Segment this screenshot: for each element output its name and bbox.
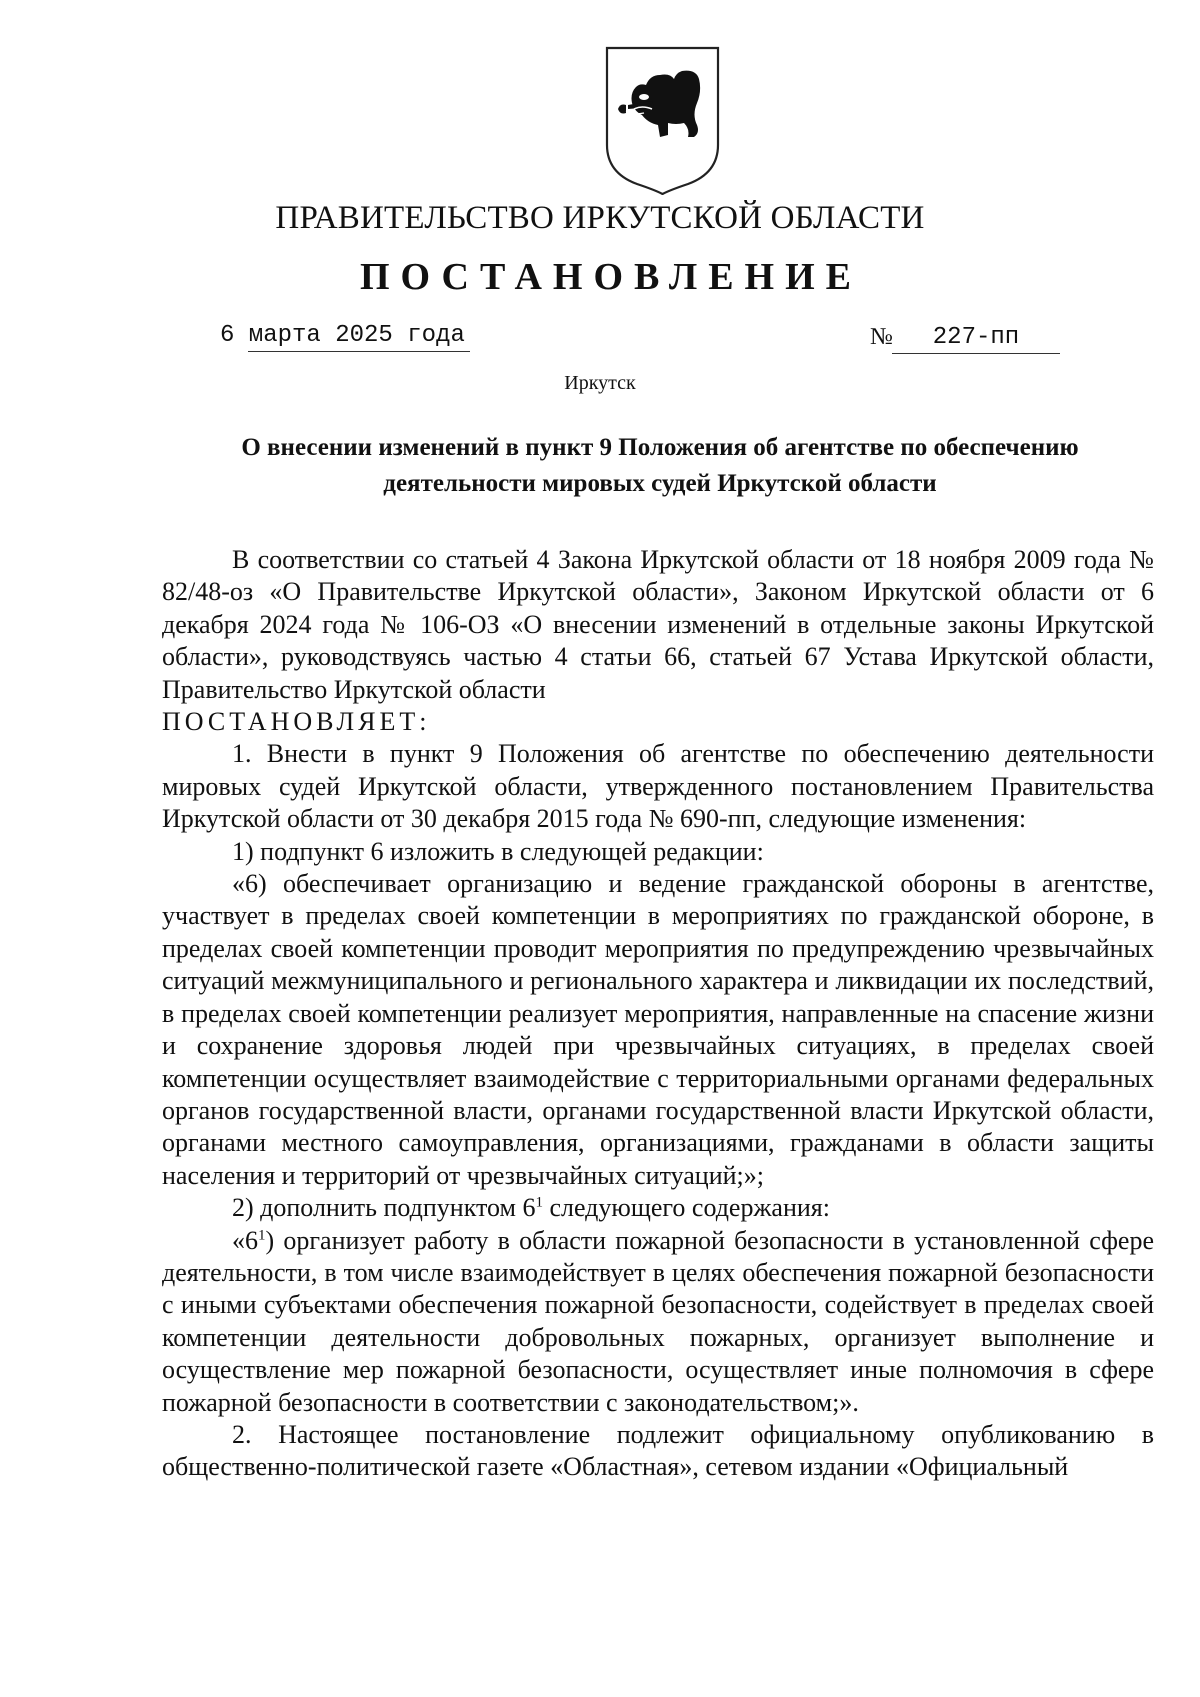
subitem-2-quote-superscript: 1 bbox=[258, 1226, 266, 1243]
document-title bbox=[160, 430, 1160, 502]
item-2-paragraph: 2. Настоящее постановление подлежит официальному опубликованию в общественно-политической газете «Областная», сетевом издании «Официальный bbox=[162, 1419, 1154, 1482]
item-1-paragraph: 1. Внести в пункт 9 Положения об агентстве по обеспечению деятельности мировых судей Иркутской области, утвержденного постановлением Правительства Иркутской области от 30 декабря 2015 года № 690-пп, следующие изменения: bbox=[162, 739, 1154, 834]
date-underline bbox=[248, 351, 470, 352]
authority-name: ПРАВИТЕЛЬСТВО ИРКУТСКОЙ ОБЛАСТИ bbox=[275, 200, 925, 236]
document-type: ПОСТАНОВЛЕНИЕ bbox=[359, 256, 863, 298]
city-name: Иркутск bbox=[564, 372, 636, 394]
subitem-2-text-a: 2) дополнить подпунктом 6 bbox=[232, 1193, 536, 1223]
subitem-1-paragraph: 1) подпункт 6 изложить в следующей редакции: bbox=[232, 836, 764, 866]
title-line-2: деятельности мировых судей Иркутской области bbox=[383, 470, 937, 497]
number-sign: № bbox=[870, 324, 893, 350]
resolves-heading: ПОСТАНОВЛЯЕТ: bbox=[162, 707, 431, 737]
document-number: 227-пп bbox=[892, 324, 1060, 354]
coat-of-arms-emblem bbox=[604, 45, 721, 195]
subitem-2-quote-body: ) организует работу в области пожарной безопасности в установленной сфере деятельности, в том числе взаимодействует в целях обеспечения пожарной безопасности с иными субъектами обеспечения пожарной безопасности, содействует в пределах своей компетенции деятельности добровольных пожарных, организует выполнение и осуществление мер пожарной безопасности, осуществляет иные полномочия в сфере пожарной безопасности в соответствии с законодательством;». bbox=[162, 1225, 1154, 1417]
subitem-1-text: «6) обеспечивает организацию и ведение гражданской обороны в агентстве, участвует в пределах своей компетенции в мероприятиях по гражданской обороне, в пределах своей компетенции проводит мероприятия по предупреждению чрезвычайных ситуаций межмуниципального и регионального характера и ликвидации их последствий, в пределах своей компетенции реализует мероприятия, направленные на спасение жизни и сохранение здоровья людей при чрезвычайных ситуациях, в пределах своей компетенции осуществляет взаимодействие с территориальными органами федеральных органов государственной власти, органами государственной власти Иркутской области, органами местного самоуправления, организациями, гражданами в области защиты населения и территорий от чрезвычайных ситуаций;»; bbox=[162, 869, 1154, 1190]
document-date: 6 марта 2025 года bbox=[220, 322, 465, 349]
subitem-2-text-b: следующего содержания: bbox=[542, 1193, 830, 1223]
preamble-paragraph: В соответствии со статьей 4 Закона Иркутской области от 18 ноября 2009 года № 82/48-оз «О Правительстве Иркутской области», Законом Иркутской области от 6 декабря 2024 года № 106-ОЗ «О внесении изменений в отдельные законы Иркутской области», руководствуясь частью 4 статьи 66, статьей 67 Устава Иркутской области, Правительство Иркутской области bbox=[162, 545, 1154, 704]
subitem-2-text bbox=[162, 1225, 1154, 1419]
subitem-2-paragraph bbox=[162, 1192, 1154, 1224]
subitem-2-quote-start: «6 bbox=[232, 1225, 258, 1255]
subitem-2-superscript: 1 bbox=[535, 1194, 543, 1211]
title-line-1: О внесении изменений в пункт 9 Положения об агентстве по обеспечению bbox=[241, 434, 1079, 461]
document-body bbox=[162, 544, 1154, 1484]
